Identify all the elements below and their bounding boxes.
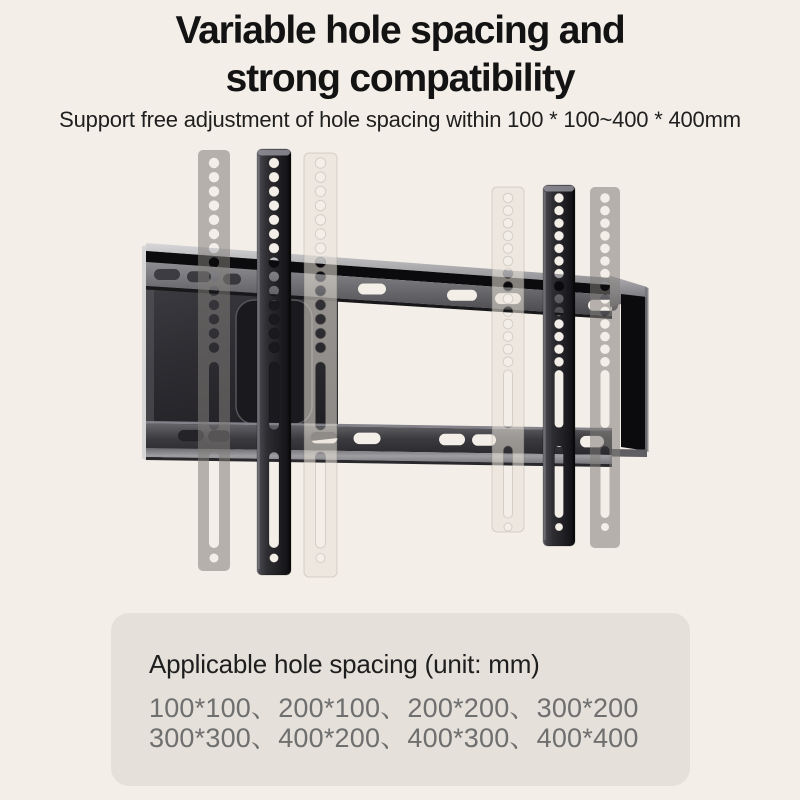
spec-card-heading: Applicable hole spacing (unit: mm): [149, 649, 540, 679]
vesa-arm-right-ghost-gray: [590, 187, 620, 548]
page-title-line1: Variable hole spacing and: [175, 9, 625, 52]
spec-card-values: [149, 693, 660, 753]
spec-values-line-1: 100*100、200*100、200*200、300*200: [149, 693, 639, 723]
spec-card: [111, 613, 690, 786]
vesa-arm-left-solid: [257, 149, 291, 575]
header: [0, 0, 800, 133]
page-subtitle: Support free adjustment of hole spacing within 100 * 100~400 * 400mm: [59, 107, 741, 132]
vesa-arm-left-ghost-gray: [198, 150, 230, 571]
vesa-arm-right-solid: [543, 185, 575, 546]
page-title-line2: strong compatibility: [225, 57, 575, 100]
spec-values-line-2: 300*300、400*200、400*300、400*400: [149, 723, 639, 753]
vesa-arm-right-ghost-light: [492, 187, 524, 532]
page-title: [0, 0, 800, 103]
